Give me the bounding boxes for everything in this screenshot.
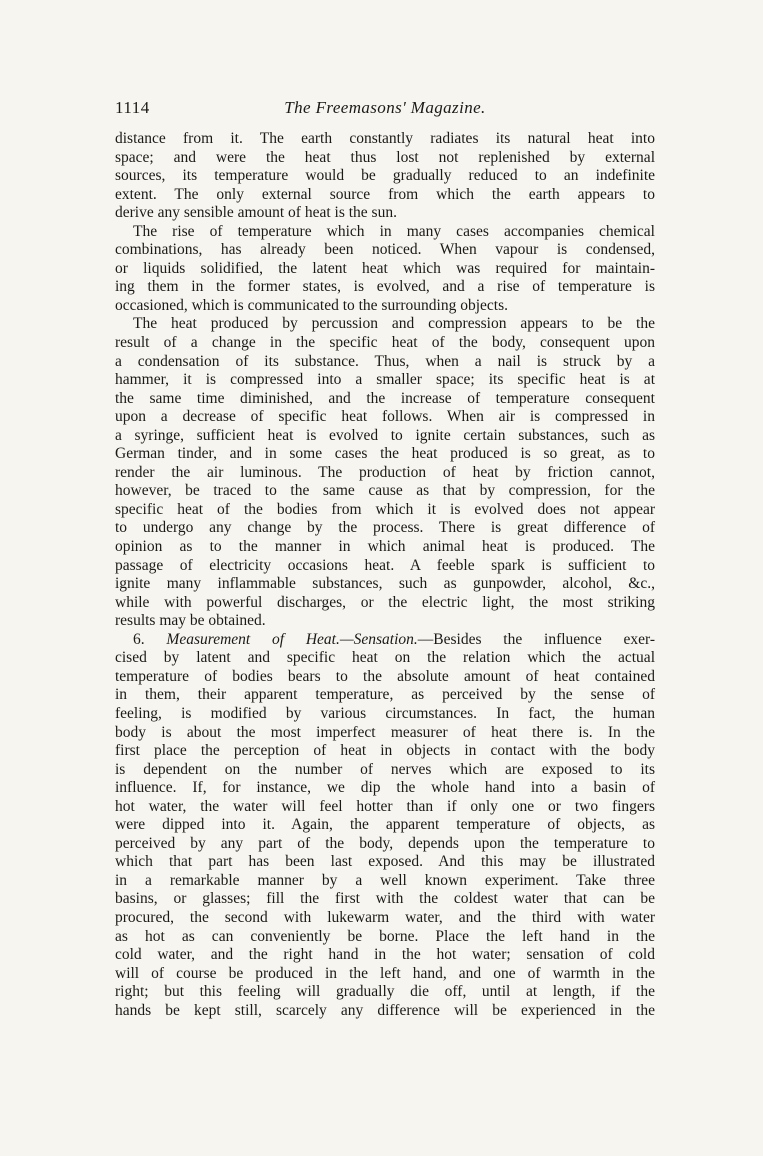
text-line: to undergo any change by the process. There is great difference of (115, 519, 655, 537)
text-line: as hot as can conveniently be borne. Place the left hand in the (115, 927, 655, 945)
text-line: passage of electricity occasions heat. A feeble spark is sufficient to (115, 556, 655, 574)
text-line: will of course be produced in the left hand, and one of warmth in the (115, 964, 655, 982)
text-line: feeling, is modified by various circumstances. In fact, the human (115, 704, 655, 722)
text-line: The heat produced by percussion and compression appears to be the (133, 315, 655, 333)
text-line: combinations, has already been noticed. When vapour is condensed, (115, 241, 655, 259)
text-line: however, be traced to the same cause as that by compression, for the (115, 482, 655, 500)
body-text (115, 130, 655, 1020)
text-line: in a remarkable manner by a well known experiment. Take three (115, 871, 655, 889)
section-number: 6. (133, 630, 145, 648)
text-line: results may be obtained. (115, 612, 266, 630)
text-line: while with powerful discharges, or the electric light, the most striking (115, 593, 655, 611)
text-line: specific heat of the bodies from which it is evolved does not appear (115, 500, 655, 518)
text-line: ignite many inflammable substances, such as gunpowder, alcohol, &c., (115, 575, 655, 593)
section-heading: Measurement of Heat.—Sensation. (166, 630, 418, 648)
text-line: or liquids solidified, the latent heat which was required for maintain- (115, 259, 655, 277)
text-line: occasioned, which is communicated to the surrounding objects. (115, 296, 509, 314)
text-line: hammer, it is compressed into a smaller space; its specific heat is at (115, 371, 655, 389)
text-line: render the air luminous. The production of heat by friction cannot, (115, 463, 655, 481)
paragraph (115, 130, 655, 223)
text-line: opinion as to the manner in which animal heat is produced. The (115, 538, 655, 556)
text-line: in them, their apparent temperature, as perceived by the sense of (115, 686, 655, 704)
running-title: The Freemasons' Magazine. (284, 98, 486, 117)
text-line: right; but this feeling will gradually die off, until at length, if the (115, 983, 655, 1001)
text-line: which that part has been last exposed. And this may be illustrated (115, 853, 655, 871)
paragraph (115, 315, 655, 630)
page (115, 98, 655, 1020)
text-line: distance from it. The earth constantly radiates its natural heat into (115, 130, 655, 147)
text-line: ing them in the former states, is evolved, and a rise of temperature is (115, 278, 655, 296)
text-line: space; and were the heat thus lost not replenished by external (115, 148, 655, 166)
page-header (115, 98, 655, 122)
text-line: upon a decrease of specific heat follows. When air is compressed in (115, 408, 655, 426)
text-line: procured, the second with lukewarm water, and the third with water (115, 908, 655, 926)
text-line: body is about the most imperfect measurer of heat there is. In the (115, 723, 655, 741)
text-line: the same time diminished, and the increase of temperature consequent (115, 389, 655, 407)
paragraph (115, 631, 655, 1020)
paragraph (115, 223, 655, 316)
text-line: extent. The only external source from which the earth appears to (115, 185, 655, 203)
text-fragment: —Besides the influence exer- (417, 630, 656, 648)
text-line: a condensation of its substance. Thus, when a nail is struck by a (115, 352, 655, 370)
text-line: influence. If, for instance, we dip the whole hand into a basin of (115, 779, 655, 797)
text-line: hot water, the water will feel hotter than if only one or two fingers (115, 797, 655, 815)
text-line: The rise of temperature which in many cases accompanies chemical (133, 222, 655, 240)
text-line: sources, its temperature would be gradually reduced to an indefinite (115, 167, 655, 185)
text-line: basins, or glasses; fill the first with the coldest water that can be (115, 890, 655, 908)
text-line: a syringe, sufficient heat is evolved to ignite certain substances, such as (115, 426, 655, 444)
text-line: cised by latent and specific heat on the relation which the actual (115, 649, 655, 667)
text-line: perceived by any part of the body, depends upon the temperature to (115, 834, 655, 852)
text-line (115, 631, 655, 650)
text-line: were dipped into it. Again, the apparent temperature of objects, as (115, 816, 655, 834)
text-line: result of a change in the specific heat of the body, consequent upon (115, 334, 655, 352)
text-line: derive any sensible amount of heat is the sun. (115, 204, 397, 222)
text-line: temperature of bodies bears to the absolute amount of heat contained (115, 667, 655, 685)
text-line: is dependent on the number of nerves which are exposed to its (115, 760, 655, 778)
text-line: hands be kept still, scarcely any difference will be experienced in the (115, 1001, 655, 1019)
text-line: first place the perception of heat in objects in contact with the body (115, 742, 655, 760)
page-number: 1114 (115, 98, 150, 117)
text-line: cold water, and the right hand in the hot water; sensation of cold (115, 946, 655, 964)
text-line: German tinder, and in some cases the heat produced is so great, as to (115, 445, 655, 463)
